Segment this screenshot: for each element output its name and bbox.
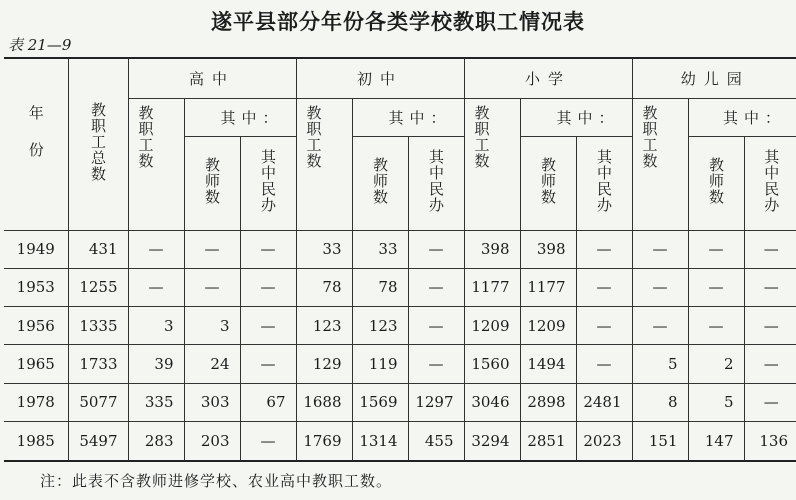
- cell-year: 1965: [4, 345, 68, 383]
- cell-value: 119: [352, 345, 408, 383]
- cell-value: 1769: [296, 422, 352, 461]
- table-row: [4, 230, 796, 268]
- header-junior-minban: 其中民办: [408, 136, 464, 230]
- cell-value: 398: [520, 230, 576, 268]
- header-group-junior-high: 初中: [296, 58, 464, 98]
- cell-value: 123: [296, 307, 352, 345]
- cell-value: 1569: [352, 383, 408, 421]
- cell-value: 136: [744, 422, 796, 461]
- cell-value: 8: [632, 383, 688, 421]
- cell-year: 1956: [4, 307, 68, 345]
- cell-value: 1314: [352, 422, 408, 461]
- cell-value: —: [576, 345, 632, 383]
- header-kindergarten-of-which: 其中：: [688, 98, 796, 136]
- header-primary-minban: 其中民办: [576, 136, 632, 230]
- cell-value: —: [688, 230, 744, 268]
- cell-value: —: [576, 230, 632, 268]
- table-title: 遂平县部分年份各类学校教职工情况表: [211, 10, 585, 34]
- cell-value: —: [744, 307, 796, 345]
- cell-value: —: [688, 307, 744, 345]
- cell-value: —: [184, 268, 240, 306]
- cell-year: 1978: [4, 383, 68, 421]
- header-primary-staff: 教职工数: [464, 98, 520, 230]
- header-senior-staff: 教职工数: [128, 98, 184, 230]
- header-kindergarten-teachers: 教师数: [688, 136, 744, 230]
- cell-value: 78: [352, 268, 408, 306]
- cell-value: —: [744, 268, 796, 306]
- header-primary-of-which: 其中：: [520, 98, 632, 136]
- header-group-kindergarten: 幼儿园: [632, 58, 796, 98]
- header-kindergarten-staff: 教职工数: [632, 98, 688, 230]
- table-row: [4, 383, 796, 421]
- cell-value: —: [576, 268, 632, 306]
- cell-value: —: [240, 422, 296, 461]
- cell-value: —: [632, 230, 688, 268]
- cell-value: 24: [184, 345, 240, 383]
- header-group-primary: 小学: [464, 58, 632, 98]
- cell-value: —: [240, 268, 296, 306]
- cell-value: 2851: [520, 422, 576, 461]
- header-senior-minban: 其中民办: [240, 136, 296, 230]
- cell-value: 78: [296, 268, 352, 306]
- cell-value: —: [408, 307, 464, 345]
- cell-total: 5077: [68, 383, 128, 421]
- cell-value: 1209: [464, 307, 520, 345]
- cell-value: 33: [296, 230, 352, 268]
- cell-value: —: [240, 230, 296, 268]
- header-total-staff: 教职工总数: [68, 58, 128, 230]
- cell-value: 1297: [408, 383, 464, 421]
- cell-value: 335: [128, 383, 184, 421]
- table-row: [4, 268, 796, 306]
- cell-value: 1177: [464, 268, 520, 306]
- cell-value: 2481: [576, 383, 632, 421]
- cell-value: —: [632, 307, 688, 345]
- header-kindergarten-minban: 其中民办: [744, 136, 796, 230]
- cell-value: 1560: [464, 345, 520, 383]
- cell-value: 147: [688, 422, 744, 461]
- cell-value: 1177: [520, 268, 576, 306]
- cell-value: —: [408, 268, 464, 306]
- cell-total: 1255: [68, 268, 128, 306]
- cell-year: 1953: [4, 268, 68, 306]
- cell-value: 283: [128, 422, 184, 461]
- table-number: 表 21—9: [8, 36, 72, 54]
- cell-value: 151: [632, 422, 688, 461]
- cell-value: —: [576, 307, 632, 345]
- cell-value: —: [408, 345, 464, 383]
- cell-value: 3: [128, 307, 184, 345]
- cell-total: 1335: [68, 307, 128, 345]
- header-row-groups: [4, 58, 796, 98]
- cell-value: 1688: [296, 383, 352, 421]
- cell-year: 1949: [4, 230, 68, 268]
- cell-value: 123: [352, 307, 408, 345]
- cell-value: —: [744, 383, 796, 421]
- cell-value: 39: [128, 345, 184, 383]
- cell-year: 1985: [4, 422, 68, 461]
- cell-value: 2898: [520, 383, 576, 421]
- data-table: [4, 57, 796, 462]
- table-row: [4, 422, 796, 461]
- cell-value: —: [408, 230, 464, 268]
- header-senior-of-which: 其中：: [184, 98, 296, 136]
- cell-value: —: [744, 230, 796, 268]
- cell-value: 3: [184, 307, 240, 345]
- cell-value: 2: [688, 345, 744, 383]
- header-junior-teachers: 教师数: [352, 136, 408, 230]
- cell-value: 3294: [464, 422, 520, 461]
- cell-value: 5: [632, 345, 688, 383]
- cell-value: 398: [464, 230, 520, 268]
- cell-total: 5497: [68, 422, 128, 461]
- cell-value: 3046: [464, 383, 520, 421]
- cell-total: 431: [68, 230, 128, 268]
- cell-value: —: [688, 268, 744, 306]
- cell-value: 1494: [520, 345, 576, 383]
- header-year: 年份: [4, 58, 68, 230]
- cell-value: 303: [184, 383, 240, 421]
- cell-value: 203: [184, 422, 240, 461]
- cell-value: —: [632, 268, 688, 306]
- table-row: [4, 307, 796, 345]
- cell-value: —: [744, 345, 796, 383]
- table-body: [4, 230, 796, 461]
- header-junior-of-which: 其中：: [352, 98, 464, 136]
- table-row: [4, 345, 796, 383]
- cell-value: 1209: [520, 307, 576, 345]
- cell-value: —: [128, 268, 184, 306]
- cell-value: 455: [408, 422, 464, 461]
- cell-value: —: [184, 230, 240, 268]
- header-group-senior-high: 高中: [128, 58, 296, 98]
- cell-value: 67: [240, 383, 296, 421]
- cell-value: —: [240, 345, 296, 383]
- table-note: 注：此表不含教师进修学校、农业高中教职工数。: [40, 472, 393, 490]
- cell-value: 33: [352, 230, 408, 268]
- header-primary-teachers: 教师数: [520, 136, 576, 230]
- cell-value: 2023: [576, 422, 632, 461]
- cell-value: —: [128, 230, 184, 268]
- cell-total: 1733: [68, 345, 128, 383]
- header-junior-staff: 教职工数: [296, 98, 352, 230]
- header-senior-teachers: 教师数: [184, 136, 240, 230]
- cell-value: —: [240, 307, 296, 345]
- cell-value: 129: [296, 345, 352, 383]
- cell-value: 5: [688, 383, 744, 421]
